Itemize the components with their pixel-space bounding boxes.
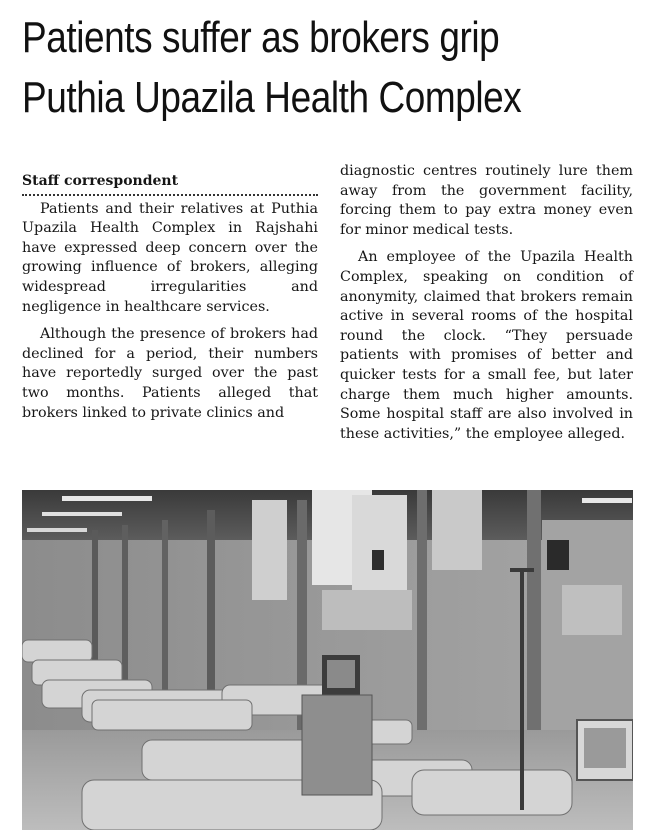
paragraph: Patients and their relatives at Puthia Upazila Health Complex in Rajshahi have expressed deep concern over the growing influence of brokers, alleging widespread irregularities and negligence in healthcare services.: [22, 200, 318, 315]
hospital-ward-photo: [22, 490, 633, 830]
paragraph: diagnostic centres routinely lure them away from the government facility, forcing them to pay extra money even for minor medical tests.: [340, 163, 633, 238]
article-column-left: [22, 172, 318, 431]
paragraph: An employee of the Upazila Health Complex, speaking on condition of anonymity, claimed that brokers remain active in several rooms of the hospital round the clock. “They persuade patients with promises of better and quicker tests for a small fee, but later charge them much higher amounts. Some hospital staff are also involved in these activities,” the employee alleged.: [340, 249, 633, 442]
byline: Staff correspondent: [22, 172, 318, 196]
paragraph: Although the presence of brokers had declined for a period, their numbers have reportedly surged over the past two months. Patients alleged that brokers linked to private clinics and: [22, 326, 318, 421]
headline-line-2: Puthia Upazila Health Complex: [22, 73, 522, 122]
article-column-right: [340, 162, 633, 452]
headline: [22, 8, 534, 128]
headline-line-1: Patients suffer as brokers grip: [22, 13, 500, 62]
